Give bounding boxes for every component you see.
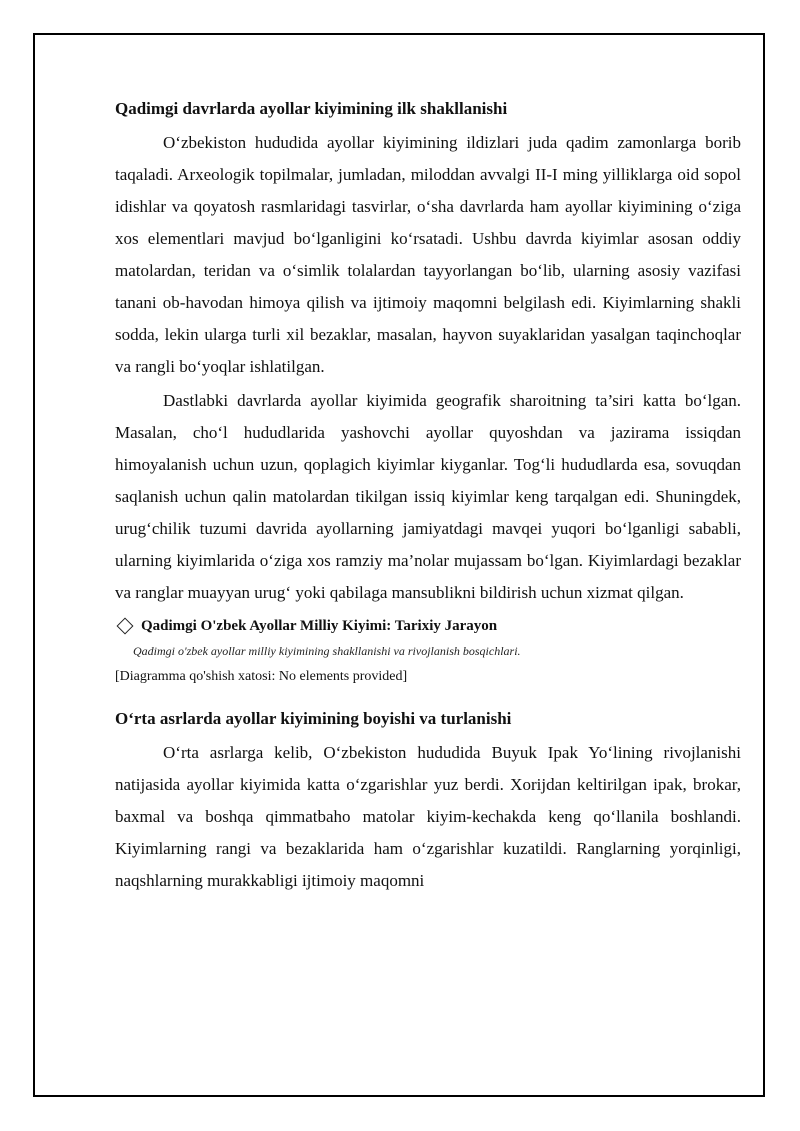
paragraph-ancient-origins: O‘zbekiston hududida ayollar kiyimining ildizlari juda qadim zamonlarga borib taqaladi. Arxeologik topilmalar, jumladan, miloddan avvalgi II-I ming yilliklarga oid sopol idishlar va qoyatosh rasmlaridagi tasvirlar, o‘sha davrlarda ham ayollar kiyimining o‘ziga xos elementlari mavjud bo‘lganligini ko‘rsatadi. Ushbu davrda kiyimlar asosan oddiy matolardan, teridan va o‘simlik tolalardan tayyorlangan bo‘lib, ularning asosiy vazifasi tanani ob-havodan himoya qilish va ijtimoiy maqomni belgilash edi. Kiyimlarning shakli sodda, lekin ularga turli xil bezaklar, masalan, hayvon suyaklaridan yasalgan taqinchoqlar va rangli bo‘yoqlar ishlatilgan. — [115, 133, 741, 376]
paragraph-ancient-geography: Dastlabki davrlarda ayollar kiyimida geografik sharoitning ta’siri katta bo‘lgan. Masalan, cho‘l hududlarida yashovchi ayollar quyoshdan va jazirama issiqdan himoyalanish uchun uzun, qoplagich kiyimlar kiyganlar. Tog‘li hududlarda esa, sovuqdan saqlanish uchun qalin matolardan tikilgan issiq kiyimlar keng tarqalgan edi. Shuningdek, urug‘chilik tuzumi davrida ayollarning jamiyatdagi mavqei yuqori bo‘lganligi sababli, ularning kiyimlarida o‘ziga xos ramziy ma’nolar mujassam bo‘lgan. Kiyimlardagi bezaklar va ranglar muayyan urug‘ yoki qabilaga mansublikni bildirish uchun xizmat qilgan. — [115, 391, 741, 602]
diamond-icon — [117, 618, 134, 635]
paragraph-medieval-silk-road: O‘rta asrlarga kelib, O‘zbekiston hududida Buyuk Ipak Yo‘lining rivojlanishi natijasida ayollar kiyimida katta o‘zgarishlar yuz berdi. Xorijdan keltirilgan ipak, brokar, baxmal va boshqa qimmatbaho matolar kiyim-kechakda keng qo‘llanila boshlandi. Kiyimlarning rangi va bezaklarida ham o‘zgarishlar kuzatildi. Ranglarning yorqinligi, naqshlarning murakkabligi ijtimoiy maqomni — [115, 743, 741, 890]
diagram-placeholder — [115, 615, 741, 687]
section-heading-medieval: O‘rta asrlarda ayollar kiyimining boyishi va turlanishi — [115, 709, 512, 728]
diagram-title — [115, 615, 741, 637]
section-heading-ancient: Qadimgi davrlarda ayollar kiyimining ilk shakllanishi — [115, 99, 508, 118]
diagram-caption: Qadimgi o'zbek ayollar milliy kiyimining shakllanishi va rivojlanish bosqichlari. — [133, 644, 521, 658]
document-body — [115, 97, 741, 899]
diagram-title-text: Qadimgi O'zbek Ayollar Milliy Kiyimi: Tarixiy Jarayon — [141, 618, 498, 634]
diagram-error-message: [Diagramma qo'shish xatosi: No elements provided] — [115, 669, 408, 684]
